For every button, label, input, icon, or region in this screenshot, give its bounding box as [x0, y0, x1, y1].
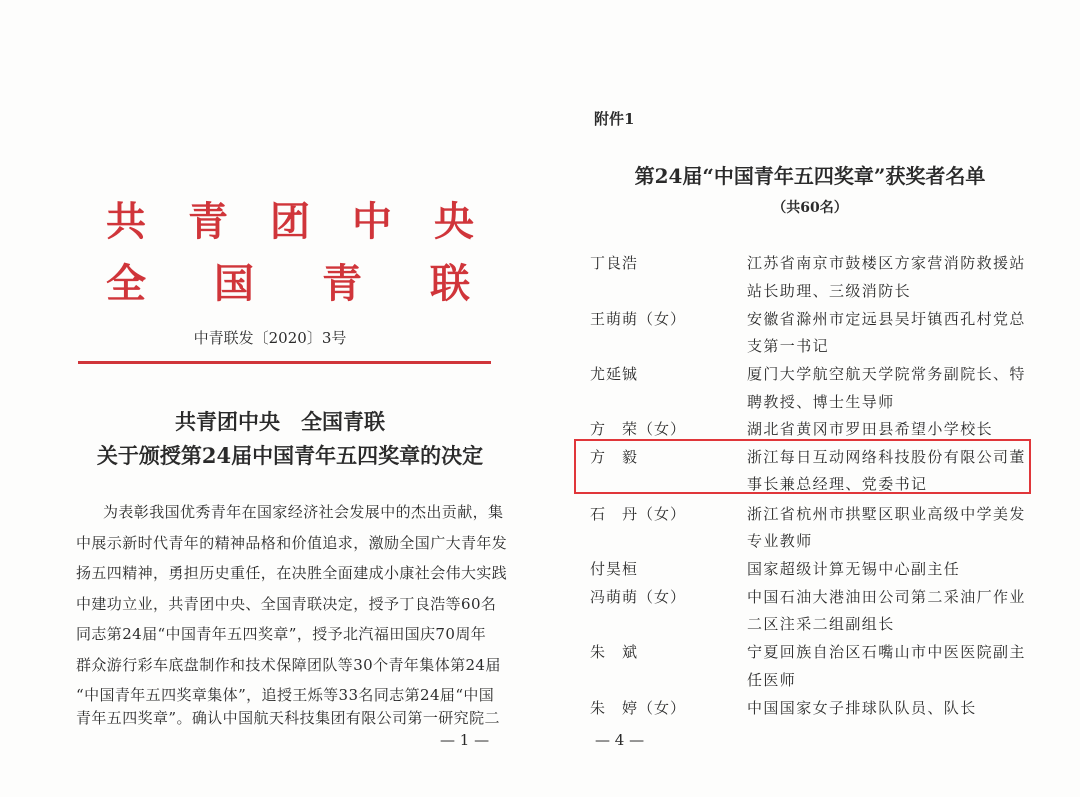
org-char: 央	[434, 198, 474, 245]
document-number: 中青联发〔2020〕3号	[193, 329, 347, 347]
awardee-desc: 浙江省杭州市拱墅区职业高级中学美发	[747, 505, 1026, 523]
awardee-desc: 宁夏回族自治区石嘴山市中医医院副主	[747, 643, 1026, 661]
page-number-right: — 4 —	[595, 731, 645, 749]
awardee-name: 朱 婷（女）	[590, 699, 687, 717]
awardee-name: 方 荣（女）	[590, 420, 687, 438]
org-char: 团	[270, 198, 310, 245]
awardee-desc: 支第一书记	[747, 337, 830, 355]
awardee-desc: 站长助理、三级消防长	[747, 282, 912, 300]
awardee-desc: 浙江每日互动网络科技股份有限公司董	[747, 448, 1026, 466]
attachment-label: 附件1	[594, 110, 635, 128]
body-line: “中国青年五四奖章集体”，追授王烁等33名同志第24届“中国	[76, 686, 495, 704]
awardee-name: 王萌萌（女）	[590, 310, 687, 328]
awardee-desc: 中国国家女子排球队队员、队长	[747, 699, 977, 717]
decision-title-line2: 关于颁授第24届中国青年五四奖章的决定	[96, 443, 484, 468]
awardee-name-highlighted: 方 毅	[590, 448, 639, 466]
body-line: 同志第24届“中国青年五四奖章”，授予北汽福田国庆70周年	[76, 625, 487, 643]
awardee-desc: 中国石油大港油田公司第二采油厂作业	[747, 588, 1026, 606]
org-char: 中	[352, 198, 392, 245]
org-char: 联	[430, 260, 470, 307]
awardee-desc: 厦门大学航空航天学院常务副院长、特	[747, 365, 1026, 383]
awardee-desc: 任医师	[747, 671, 797, 689]
body-line: 为表彰我国优秀青年在国家经济社会发展中的杰出贡献，集	[103, 503, 504, 521]
body-line: 扬五四精神，勇担历史重任，在决胜全面建成小康社会伟大实践	[76, 564, 508, 582]
awardee-name: 石 丹（女）	[590, 505, 687, 523]
page-number-left: — 1 —	[440, 731, 490, 749]
body-line: 中建功立业，共青团中央、全国青联决定，授予丁良浩等60名	[76, 595, 497, 613]
awardee-name: 付昊桓	[590, 560, 639, 578]
org-char: 青	[188, 198, 228, 245]
org-char: 国	[214, 260, 254, 307]
awardee-desc: 安徽省滁州市定远县吴圩镇西孔村党总	[747, 310, 1026, 328]
org-header-line1	[106, 190, 516, 247]
list-count: （共60名）	[772, 200, 848, 216]
awardee-desc: 湖北省黄冈市罗田县希望小学校长	[747, 420, 994, 438]
org-char: 全	[106, 260, 146, 307]
awardee-name: 丁良浩	[590, 254, 639, 272]
org-char: 共	[106, 198, 146, 245]
awardee-desc: 国家超级计算无锡中心副主任	[747, 560, 961, 578]
list-title: 第24届“中国青年五四奖章”获奖者名单	[634, 164, 986, 188]
awardee-name: 冯萌萌（女）	[590, 588, 687, 606]
body-line: 青年五四奖章”。确认中国航天科技集团有限公司第一研究院二	[76, 709, 500, 727]
awardee-desc: 专业教师	[747, 532, 813, 550]
org-header-line2	[106, 252, 538, 309]
awardee-desc: 二区注采二组副组长	[747, 615, 895, 633]
body-line: 中展示新时代青年的精神品格和价值追求，激励全国广大青年发	[76, 534, 508, 552]
awardee-desc: 江苏省南京市鼓楼区方家营消防救援站	[747, 254, 1026, 272]
red-divider	[78, 361, 491, 364]
org-char: 青	[322, 260, 362, 307]
body-line: 群众游行彩车底盘制作和技术保障团队等30个青年集体第24届	[76, 656, 501, 674]
awardee-name: 尤延铖	[590, 365, 639, 383]
decision-title-line1: 共青团中央 全国青联	[175, 409, 385, 434]
awardee-desc: 聘教授、博士生导师	[747, 393, 895, 411]
awardee-desc: 事长兼总经理、党委书记	[747, 475, 928, 493]
awardee-name: 朱 斌	[590, 643, 639, 661]
